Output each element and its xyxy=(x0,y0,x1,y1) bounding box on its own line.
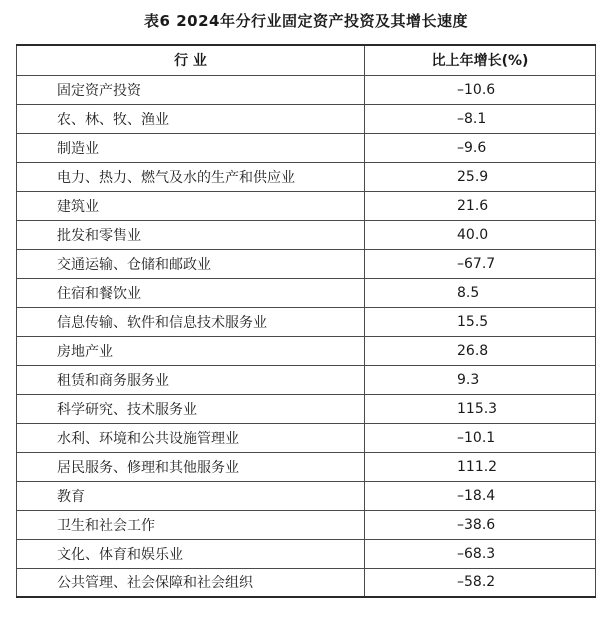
growth-cell: 115.3 xyxy=(365,394,596,423)
table-title: 表6 2024年分行业固定资产投资及其增长速度 xyxy=(144,12,468,30)
growth-cell: –10.1 xyxy=(365,423,596,452)
table-row xyxy=(17,220,596,249)
growth-cell: –58.2 xyxy=(365,568,596,597)
table-row xyxy=(17,481,596,510)
growth-cell: 21.6 xyxy=(365,191,596,220)
table-row xyxy=(17,568,596,597)
growth-cell: –38.6 xyxy=(365,510,596,539)
industry-cell: 公共管理、社会保障和社会组织 xyxy=(17,568,365,597)
table-row xyxy=(17,75,596,104)
table-row xyxy=(17,191,596,220)
table-row xyxy=(17,423,596,452)
growth-cell: 25.9 xyxy=(365,162,596,191)
table-row xyxy=(17,104,596,133)
growth-cell: 40.0 xyxy=(365,220,596,249)
table-row xyxy=(17,365,596,394)
header-growth: 比上年增长(%) xyxy=(365,45,596,75)
industry-cell: 科学研究、技术服务业 xyxy=(17,394,365,423)
table-row xyxy=(17,510,596,539)
table-row xyxy=(17,539,596,568)
industry-cell: 租赁和商务服务业 xyxy=(17,365,365,394)
growth-cell: –10.6 xyxy=(365,75,596,104)
industry-cell: 房地产业 xyxy=(17,336,365,365)
table-row xyxy=(17,278,596,307)
industry-cell: 教育 xyxy=(17,481,365,510)
growth-cell: 15.5 xyxy=(365,307,596,336)
industry-cell: 固定资产投资 xyxy=(17,75,365,104)
table-row xyxy=(17,307,596,336)
industry-cell: 制造业 xyxy=(17,133,365,162)
table-header-row xyxy=(17,45,596,75)
table-row xyxy=(17,452,596,481)
industry-cell: 信息传输、软件和信息技术服务业 xyxy=(17,307,365,336)
growth-cell: 26.8 xyxy=(365,336,596,365)
industry-cell: 住宿和餐饮业 xyxy=(17,278,365,307)
table-row xyxy=(17,249,596,278)
growth-cell: 9.3 xyxy=(365,365,596,394)
industry-cell: 交通运输、仓储和邮政业 xyxy=(17,249,365,278)
industry-cell: 电力、热力、燃气及水的生产和供应业 xyxy=(17,162,365,191)
industry-cell: 居民服务、修理和其他服务业 xyxy=(17,452,365,481)
table-row xyxy=(17,336,596,365)
growth-cell: 111.2 xyxy=(365,452,596,481)
industry-cell: 卫生和社会工作 xyxy=(17,510,365,539)
table-row xyxy=(17,394,596,423)
investment-growth-table xyxy=(16,44,596,598)
industry-cell: 批发和零售业 xyxy=(17,220,365,249)
growth-cell: –67.7 xyxy=(365,249,596,278)
growth-cell: 8.5 xyxy=(365,278,596,307)
table-row xyxy=(17,133,596,162)
growth-cell: –68.3 xyxy=(365,539,596,568)
industry-cell: 建筑业 xyxy=(17,191,365,220)
growth-cell: –8.1 xyxy=(365,104,596,133)
growth-cell: –18.4 xyxy=(365,481,596,510)
table-row xyxy=(17,162,596,191)
industry-cell: 文化、体育和娱乐业 xyxy=(17,539,365,568)
header-industry: 行 业 xyxy=(17,45,365,75)
growth-cell: –9.6 xyxy=(365,133,596,162)
industry-cell: 水利、环境和公共设施管理业 xyxy=(17,423,365,452)
industry-cell: 农、林、牧、渔业 xyxy=(17,104,365,133)
